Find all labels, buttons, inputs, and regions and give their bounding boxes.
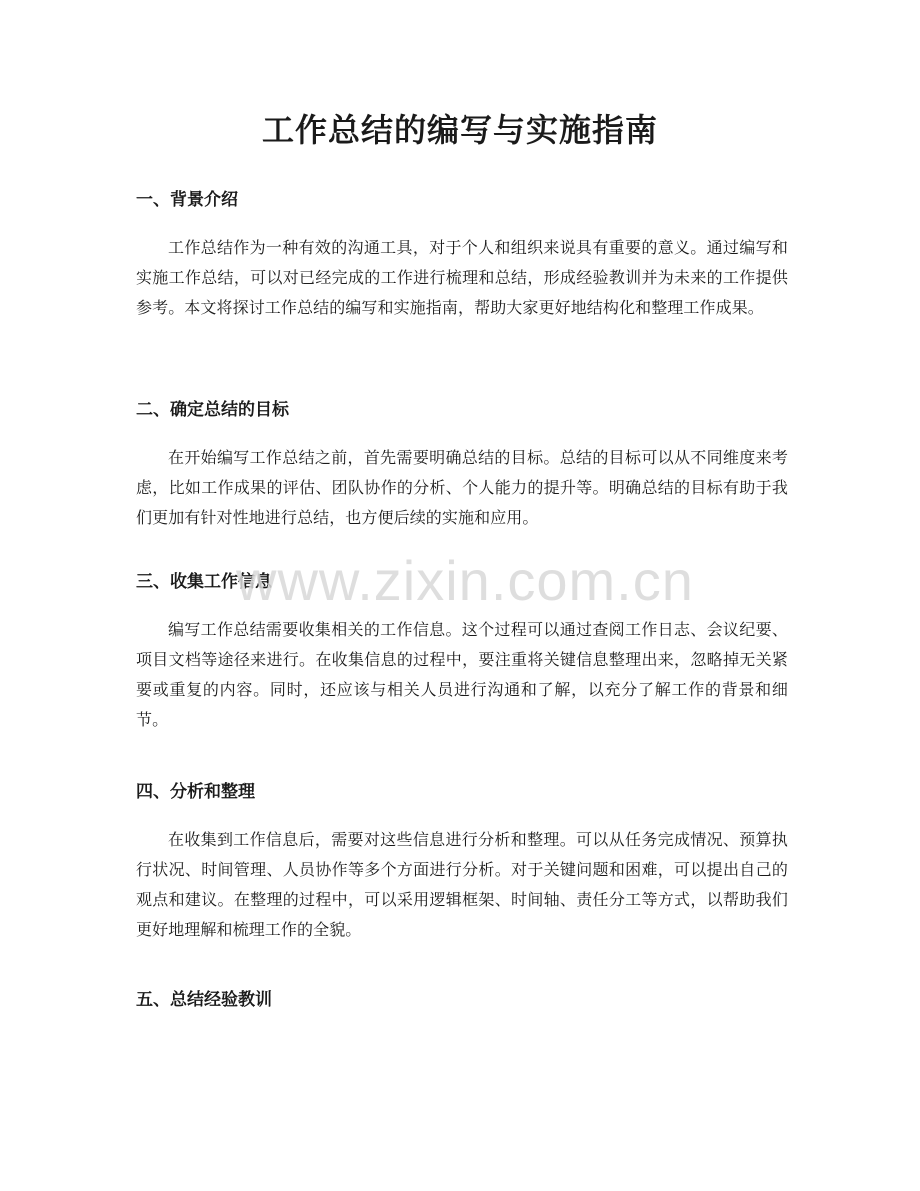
section-paragraph: 编写工作总结需要收集相关的工作信息。这个过程可以通过查阅工作日志、会议纪要、项目文档等途径来进行。在收集信息的过程中，要注重将关键信息整理出来，忽略掉无关紧要或重复的内容。同时，还应该与相关人员进行沟通和了解，以充分了解工作的背景和细节。 [136, 620, 788, 729]
section-paragraph: 工作总结作为一种有效的沟通工具，对于个人和组织来说具有重要的意义。通过编写和实施工作总结，可以对已经完成的工作进行梳理和总结，形成经验教训并为未来的工作提供参考。本文将探讨工作总结的编写和实施指南，帮助大家更好地结构化和整理工作成果。 [136, 238, 788, 317]
section-lessons [136, 988, 788, 1033]
watermark-text: www.zixin.com.cn [236, 549, 694, 612]
section-analysis [136, 780, 788, 945]
section-paragraph: 在收集到工作信息后，需要对这些信息进行分析和整理。可以从任务完成情况、预算执行状况、时间管理、人员协作等多个方面进行分析。对于关键问题和困难，可以提出自己的观点和建议。在整理的过程中，可以采用逻辑框架、时间轴、责任分工等方式，以帮助我们更好地理解和梳理工作的全貌。 [136, 830, 788, 939]
section-heading: 五、总结经验教训 [136, 990, 272, 1010]
section-heading: 二、确定总结的目标 [136, 400, 289, 420]
section-heading: 四、分析和整理 [136, 782, 255, 802]
section-heading: 一、背景介绍 [136, 190, 238, 210]
section-goals [136, 398, 788, 533]
document-title: 工作总结的编写与实施指南 [261, 111, 658, 149]
section-paragraph: 在开始编写工作总结之前，首先需要明确总结的目标。总结的目标可以从不同维度来考虑，比如工作成果的评估、团队协作的分析、个人能力的提升等。明确总结的目标有助于我们更加有针对性地进行总结，也方便后续的实施和应用。 [136, 448, 788, 527]
section-background [136, 188, 788, 323]
section-heading: 三、收集工作信息 [136, 572, 272, 592]
section-collect-info [136, 570, 788, 735]
